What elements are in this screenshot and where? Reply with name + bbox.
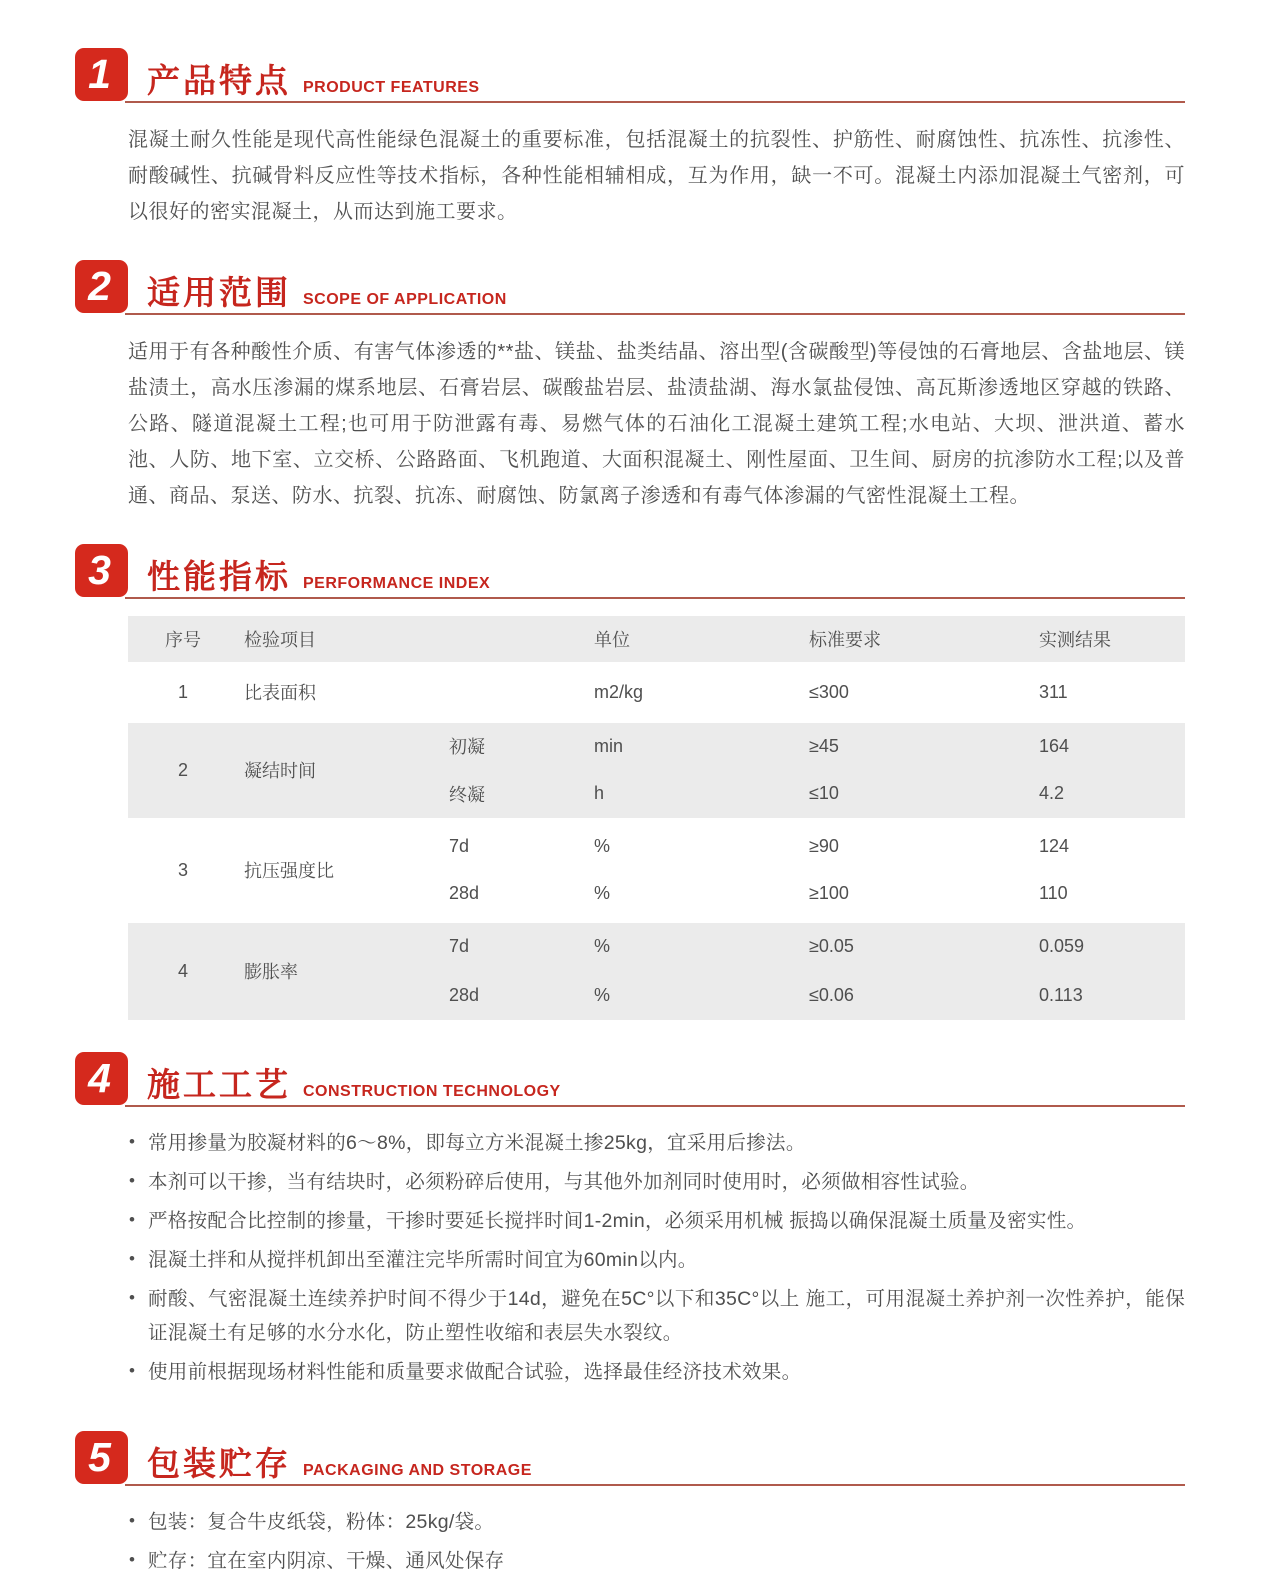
table-row-expansion-7d — [128, 920, 1185, 970]
header-cell-req: 标准要求 — [803, 616, 1033, 664]
section-title-en: PERFORMANCE INDEX — [303, 575, 491, 592]
section-titles — [147, 1059, 561, 1106]
table-cell: 28d — [443, 970, 588, 1020]
table-cell: 4 — [128, 920, 238, 1020]
table-cell: 4.2 — [1033, 770, 1185, 820]
table-cell: % — [594, 883, 611, 904]
section-number-badge: 5 — [75, 1431, 128, 1484]
table-cell — [443, 664, 588, 720]
table-cell: 28d — [449, 883, 480, 904]
section-number-badge: 3 — [75, 544, 128, 597]
table-cell: 膨胀率 — [238, 920, 443, 1020]
performance-table — [128, 616, 1185, 1020]
section-title-en: SCOPE OF APPLICATION — [303, 291, 507, 308]
table-cell: ≥100 — [809, 883, 849, 904]
bullet-item: • 本剂可以干掺，当有结块时，必须粉碎后使用，与其他外加剂同时使用时，必须做相容性试验。 — [128, 1165, 1185, 1199]
section-construction-technology — [75, 1052, 1185, 1431]
section-performance-index — [75, 544, 1185, 1020]
table-cell: ≥45 — [803, 720, 1033, 770]
table-cell: 1 — [128, 664, 238, 720]
table-cell: ≥90 — [803, 820, 1033, 870]
section-body-text: 混凝土耐久性能是现代高性能绿色混凝土的重要标准，包括混凝土的抗裂性、护筋性、耐腐蚀性、抗冻性、抗渗性、耐酸碱性、抗碱骨料反应性等技术指标，各种性能相辅相成，互为作用，缺一不可。混凝土内添加混凝土气密剂，可以很好的密实混凝土，从而达到施工要求。 — [128, 129, 1185, 223]
section-header — [75, 1052, 1185, 1110]
table-cell: % — [588, 970, 803, 1020]
section-scope-of-application — [75, 260, 1185, 514]
table-row-specific-surface — [128, 664, 1185, 720]
bullet-item: • 常用掺量为胶凝材料的6～8%，即每立方米混凝土掺25kg，宜采用后掺法。 — [128, 1126, 1185, 1160]
section-header — [75, 544, 1185, 602]
section-title-zh: 施工工艺 — [147, 1066, 291, 1103]
table-cell: ≤0.06 — [803, 970, 1033, 1020]
table-cell: 0.113 — [1033, 970, 1185, 1020]
section-titles — [147, 551, 490, 598]
section-number-badge: 1 — [75, 48, 128, 101]
bullet-item: • 严格按配合比控制的掺量，干掺时要延长搅拌时间1-2min，必须采用机械 振捣以确保混凝土质量及密实性。 — [128, 1204, 1185, 1238]
bullet-item: • 使用前根据现场材料性能和质量要求做配合试验，选择最佳经济技术效果。 — [128, 1355, 1185, 1389]
table-cell: 164 — [1033, 720, 1185, 770]
table-row-setting-time-initial — [128, 720, 1185, 770]
section-title-zh: 产品特点 — [147, 62, 291, 99]
table-header-row — [128, 616, 1185, 664]
table-cell: ≥0.05 — [803, 920, 1033, 970]
table-cell: 终凝 — [443, 770, 588, 820]
bullet-item: • 耐酸、气密混凝土连续养护时间不得少于14d，避免在5C°以下和35C°以上 施工，可用混凝土养护剂一次性养护，能保证混凝土有足够的水分水化，防止塑性收缩和表层失水裂纹。 — [128, 1282, 1185, 1350]
header-cell-result: 实测结果 — [1033, 616, 1185, 664]
packaging-bullet-list — [128, 1505, 1185, 1578]
header-cell-no: 序号 — [128, 616, 238, 664]
section-title-en: PACKAGING AND STORAGE — [303, 1462, 532, 1479]
section-product-features — [75, 48, 1185, 230]
table-cell: ≤300 — [803, 664, 1033, 720]
table-cell: m2/kg — [588, 664, 803, 720]
section-header — [75, 48, 1185, 106]
table-cell: 比表面积 — [238, 664, 443, 720]
table-cell: 110 — [1039, 883, 1068, 904]
table-cell: % — [588, 820, 803, 870]
table-cell: 311 — [1033, 664, 1185, 720]
bullet-item: • 包装：复合牛皮纸袋，粉体：25kg/袋。 — [128, 1505, 1185, 1539]
section-body-text: 适用于有各种酸性介质、有害气体渗透的**盐、镁盐、盐类结晶、溶出型(含碳酸型)等侵蚀的石膏地层、含盐地层、镁盐渍土，高水压渗漏的煤系地层、石膏岩层、碳酸盐岩层、盐渍盐湖、海水氯盐侵蚀、高瓦斯渗透地区穿越的铁路、公路、隧道混凝土工程;也可用于防泄露有毒、易燃气体的石油化工混凝土建筑工程;水电站、大坝、泄洪道、蓄水池、人防、地下室、立交桥、公路路面、飞机跑道、大面积混凝土、刚性屋面、卫生间、厨房的抗渗防水工程;以及普通、商品、泵送、防水、抗裂、抗冻、耐腐蚀、防氯离子渗透和有毒气体渗漏的气密性混凝土工程。 — [128, 341, 1185, 507]
section-title-zh: 适用范围 — [147, 274, 291, 311]
header-cell-unit: 单位 — [588, 616, 803, 664]
section-packaging-storage — [75, 1431, 1185, 1578]
table-cell: % — [588, 920, 803, 970]
table-cell: 0.059 — [1033, 920, 1185, 970]
section-title-zh: 性能指标 — [147, 558, 291, 595]
table-cell: 7d — [443, 820, 588, 870]
header-cell-item: 检验项目 — [238, 616, 443, 664]
section-title-zh: 包装贮存 — [147, 1445, 291, 1482]
section-number-badge: 4 — [75, 1052, 128, 1105]
table-row-compressive-7d — [128, 820, 1185, 870]
table-cell: h — [588, 770, 803, 820]
table-cell: 抗压强度比 — [238, 820, 443, 920]
table-cell: 初凝 — [443, 720, 588, 770]
table-cell: ≤10 — [803, 770, 1033, 820]
section-number-badge: 2 — [75, 260, 128, 313]
table-cell: 124 — [1033, 820, 1185, 870]
section-titles — [147, 1438, 532, 1485]
construction-bullet-list — [128, 1126, 1185, 1389]
section-titles — [147, 267, 507, 314]
table-cell: 3 — [128, 820, 238, 920]
table-cell: 7d — [443, 920, 588, 970]
header-cell-sub — [443, 616, 588, 664]
section-header — [75, 1431, 1185, 1489]
table-cell: min — [588, 720, 803, 770]
section-header — [75, 260, 1185, 318]
section-title-en: PRODUCT FEATURES — [303, 79, 480, 96]
table-cell: 凝结时间 — [238, 720, 443, 820]
section-title-en: CONSTRUCTION TECHNOLOGY — [303, 1083, 561, 1100]
bullet-item: • 混凝土拌和从搅拌机卸出至灌注完毕所需时间宜为60min以内。 — [128, 1243, 1185, 1277]
table-cell: 2 — [128, 720, 238, 820]
bullet-item: • 贮存：宜在室内阴凉、干燥、通风处保存 — [128, 1544, 1185, 1578]
section-titles — [147, 55, 480, 102]
